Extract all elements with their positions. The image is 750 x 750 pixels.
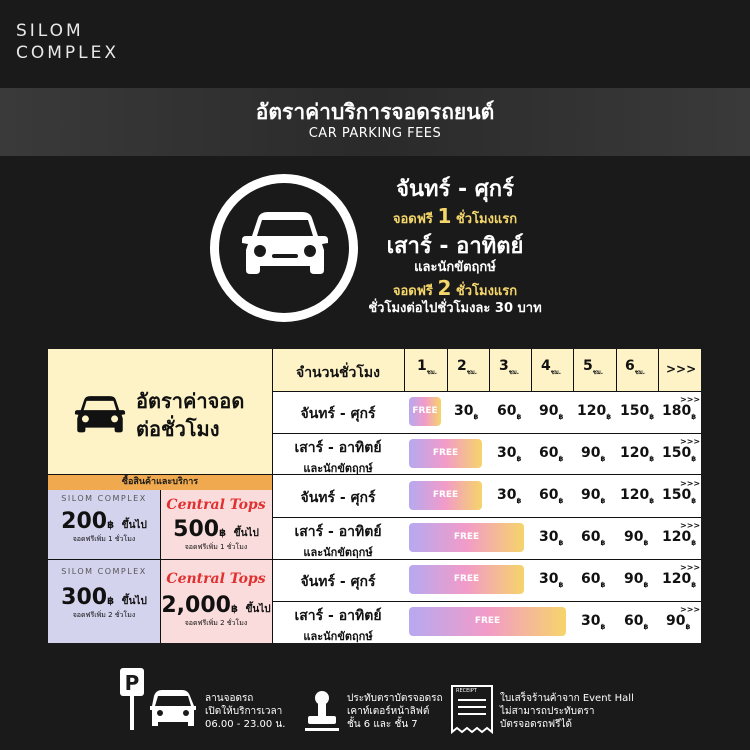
- weekday-free: จอดฟรี 1 ชั่วโมงแรก: [392, 203, 518, 228]
- grid-line: [531, 349, 532, 391]
- footer-parking-hours: ลานจอดรถ เปิดให้บริการเวลา 06.00 - 23.00 น.: [205, 693, 286, 730]
- more-arrow: >>>: [680, 563, 701, 572]
- rate-title-cell: [48, 349, 272, 474]
- grid-line: [404, 349, 405, 391]
- rate-title-1: อัตราค่าจอด: [136, 389, 245, 413]
- grid-line: [616, 349, 617, 391]
- promo-store: Central Tops: [166, 571, 266, 587]
- more-arrow: >>>: [680, 395, 701, 404]
- price: $150_฿$: [620, 403, 655, 421]
- promo-note: จอดฟรีเพิ่ม 2 ชั่วโมง: [184, 619, 248, 627]
- hour-5: $5_{ชม.}$: [583, 358, 604, 376]
- logo-line-2: COMPLEX: [16, 43, 120, 63]
- rate-title-2: ต่อชั่วโมง: [136, 417, 220, 441]
- more-arrow: >>>: [680, 479, 701, 488]
- price: $60_฿$: [581, 529, 606, 547]
- price: $60_฿$: [539, 445, 564, 463]
- more-arrow: >>>: [680, 605, 701, 614]
- price: $90_฿$: [624, 529, 649, 547]
- grid-line: [447, 349, 448, 391]
- price: $60_฿$: [539, 487, 564, 505]
- svg-text:P: P: [124, 671, 140, 695]
- purchase-header: ซื้อสินค้าและบริการ: [48, 474, 272, 490]
- footer-receipt: ใบเสร็จร้านค้าจาก Event Hall ไม่สามารถประทับตรา บัตรจอดรถฟรีได้: [500, 693, 634, 730]
- price: $90_฿$: [624, 571, 649, 589]
- price: $30_฿$: [581, 613, 606, 631]
- promo-store: Central Tops: [166, 497, 266, 513]
- price: $180_฿$: [662, 403, 697, 421]
- promo-silom-200: SILOM COMPLEX 200฿ ขึ้นไป จอดฟรีเพิ่ม 1 ชั่วโมง: [48, 490, 160, 559]
- grid-line: [489, 349, 490, 391]
- free-bar: FREE: [409, 523, 524, 552]
- promo-amount: 2,000: [161, 593, 231, 618]
- row-label: เสาร์ - อาทิตย์ และนักขัตฤกษ์: [294, 608, 382, 643]
- hours-label: จำนวนชั่วโมง: [295, 365, 380, 381]
- extra-rate-text: ชั่วโมงต่อไปชั่วโมงละ 30 บาท: [368, 301, 542, 317]
- weekend-free: จอดฟรี 2 ชั่วโมงแรก: [392, 276, 518, 301]
- hour-3: $3_{ชม.}$: [499, 358, 520, 376]
- price: $30_฿$: [539, 529, 564, 547]
- grid-line: [272, 433, 701, 434]
- weekend-heading: เสาร์ - อาทิตย์: [386, 233, 524, 259]
- row-label: จันทร์ - ศุกร์: [300, 406, 376, 422]
- price: $30_฿$: [454, 403, 479, 421]
- row-label: เสาร์ - อาทิตย์ และนักขัตฤกษ์: [294, 440, 382, 475]
- price: $60_฿$: [624, 613, 649, 631]
- grid-line: [272, 601, 701, 602]
- row-label: จันทร์ - ศุกร์: [300, 490, 376, 506]
- promo-note: จอดฟรีเพิ่ม 1 ชั่วโมง: [184, 543, 248, 551]
- weekday-heading: จันทร์ - ศุกร์: [396, 177, 514, 202]
- price: $90_฿$: [539, 403, 564, 421]
- free-bar: FREE: [409, 439, 482, 468]
- price: $120_฿$: [620, 487, 655, 505]
- grid-line: [658, 349, 659, 391]
- promo-store: SILOM COMPLEX: [61, 494, 147, 503]
- promo-note: จอดฟรีเพิ่ม 2 ชั่วโมง: [72, 611, 136, 619]
- price: $120_฿$: [662, 529, 697, 547]
- price: $120_฿$: [577, 403, 612, 421]
- holiday-text: และนักขัตฤกษ์: [414, 260, 496, 275]
- price: $30_฿$: [497, 445, 522, 463]
- free-bar: FREE: [409, 607, 566, 636]
- parking-sign-icon: [118, 666, 198, 732]
- grid-line: [272, 517, 701, 518]
- hour-2: $2_{ชม.}$: [457, 358, 478, 376]
- price: $120_฿$: [620, 445, 655, 463]
- hour-4: $4_{ชม.}$: [541, 358, 562, 376]
- logo-line-1: SILOM: [16, 21, 84, 41]
- car-icon-small: [72, 395, 128, 437]
- hero-info: [360, 176, 550, 318]
- price: $120_฿$: [662, 571, 697, 589]
- promo-tops-2000: Central Tops 2,000฿ ขึ้นไป จอดฟรีเพิ่ม 2 ชั่วโมง: [160, 559, 272, 643]
- page-title-th: อัตราค่าบริการจอดรถยนต์: [255, 100, 495, 124]
- row-label: เสาร์ - อาทิตย์ และนักขัตฤกษ์: [294, 524, 382, 559]
- car-icon: [240, 210, 330, 282]
- price: $30_฿$: [497, 487, 522, 505]
- promo-store: SILOM COMPLEX: [61, 567, 147, 576]
- promo-amount: 300: [61, 585, 108, 610]
- hour-1: $1_{ชม.}$: [417, 358, 438, 376]
- hour-6: $6_{ชม.}$: [625, 358, 646, 376]
- row-label: จันทร์ - ศุกร์: [300, 574, 376, 590]
- price: $60_฿$: [497, 403, 522, 421]
- promo-suffix: ขึ้นไป: [121, 596, 147, 607]
- price: $90_฿$: [666, 613, 691, 631]
- footer-stamp: ประทับตราบัตรจอดรถ เคาท์เตอร์หน้าลิฟต์ ชั้น 6 และ ชั้น 7: [347, 693, 443, 730]
- price: $90_฿$: [581, 487, 606, 505]
- promo-silom-300: SILOM COMPLEX 300฿ ขึ้นไป จอดฟรีเพิ่ม 2 ชั่วโมง: [48, 559, 160, 643]
- free-bar: FREE: [409, 481, 482, 510]
- more-arrow: >>>: [680, 437, 701, 446]
- free-bar: FREE: [409, 565, 524, 594]
- promo-amount: 500: [173, 517, 220, 542]
- page-title-en: CAR PARKING FEES: [308, 126, 442, 141]
- price: $30_฿$: [539, 571, 564, 589]
- header-band: [0, 88, 750, 156]
- promo-suffix: ขึ้นไป: [245, 604, 271, 615]
- grid-line: [272, 391, 701, 392]
- promo-amount: 200: [61, 509, 108, 534]
- free-bar: FREE: [409, 397, 441, 426]
- price: $150_฿$: [662, 445, 697, 463]
- promo-tops-500: Central Tops 500฿ ขึ้นไป จอดฟรีเพิ่ม 1 ชั่วโมง: [160, 490, 272, 559]
- grid-line: [160, 490, 161, 643]
- receipt-label: RECEIPT: [456, 688, 477, 694]
- price: $60_฿$: [581, 571, 606, 589]
- price: $150_฿$: [662, 487, 697, 505]
- promo-suffix: ขึ้นไป: [121, 520, 147, 531]
- hour-more: >>>: [666, 362, 697, 376]
- stamp-icon: [305, 690, 339, 734]
- more-arrow: >>>: [680, 521, 701, 530]
- price: $90_฿$: [581, 445, 606, 463]
- promo-suffix: ขึ้นไป: [233, 528, 259, 539]
- promo-note: จอดฟรีเพิ่ม 1 ชั่วโมง: [72, 535, 136, 543]
- grid-line: [573, 349, 574, 391]
- silom-complex-logo: [16, 20, 119, 64]
